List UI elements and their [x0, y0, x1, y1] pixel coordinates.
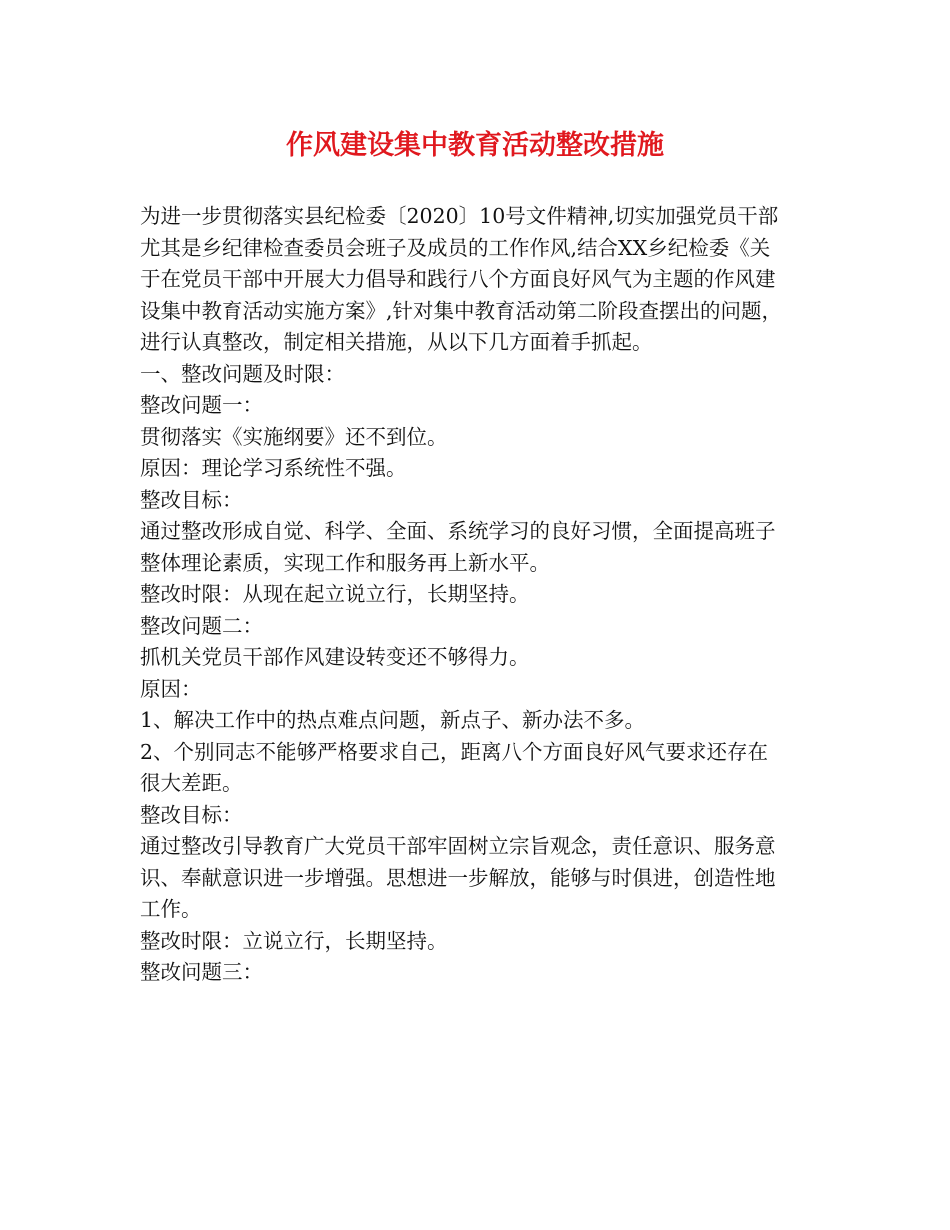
- body-line: 工作。: [140, 897, 202, 921]
- body-line: 设集中教育活动实施方案》,针对集中教育活动第二阶段查摆出的问题，: [140, 298, 783, 323]
- body-line: 整改目标：: [140, 802, 243, 827]
- document-body: [140, 201, 820, 989]
- section-heading: 一、整改问题及时限：: [140, 361, 345, 386]
- body-line: 整改目标：: [140, 487, 243, 512]
- body-line: 1、解决工作中的热点难点问题，新点子、新办法不多。: [140, 708, 646, 732]
- body-line: 抓机关党员干部作风建设转变还不够得力。: [140, 645, 530, 669]
- body-line: 整改时限：立说立行，长期坚持。: [140, 928, 448, 953]
- body-line: 整改时限：从现在起立说立行，长期坚持。: [140, 582, 530, 606]
- issue-heading: 整改问题三：: [140, 960, 263, 984]
- body-line: 识、奉献意识进一步增强。思想进一步解放，能够与时俱进，创造性地: [140, 865, 776, 890]
- body-line: 整体理论素质，实现工作和服务再上新水平。: [140, 550, 550, 575]
- issue-heading: 整改问题一：: [140, 393, 263, 417]
- body-line: 原因：: [140, 676, 202, 701]
- body-line: 2、个别同志不能够严格要求自己，距离八个方面良好风气要求还存在: [140, 739, 769, 764]
- body-line: 进行认真整改，制定相关措施，从以下几方面着手抓起。: [140, 330, 653, 354]
- body-line: 尤其是乡纪律检查委员会班子及成员的工作作风,结合XX乡纪检委《关: [140, 235, 771, 260]
- body-line: 通过整改引导教育广大党员干部牢固树立宗旨观念，责任意识、服务意: [140, 834, 776, 858]
- body-line: 贯彻落实《实施纲要》还不到位。: [140, 424, 448, 449]
- issue-heading: 整改问题二：: [140, 613, 263, 638]
- body-line: 为进一步贯彻落实县纪检委〔2020〕10号文件精神,切实加强党员干部: [140, 204, 779, 228]
- body-line: 原因：理论学习系统性不强。: [140, 456, 407, 480]
- body-line: 很大差距。: [140, 771, 243, 795]
- body-line: 于在党员干部中开展大力倡导和践行八个方面良好风气为主题的作风建: [140, 267, 776, 291]
- document-title: 作风建设集中教育活动整改措施: [286, 130, 664, 161]
- body-line: 通过整改形成自觉、科学、全面、系统学习的良好习惯，全面提高班子: [140, 519, 776, 543]
